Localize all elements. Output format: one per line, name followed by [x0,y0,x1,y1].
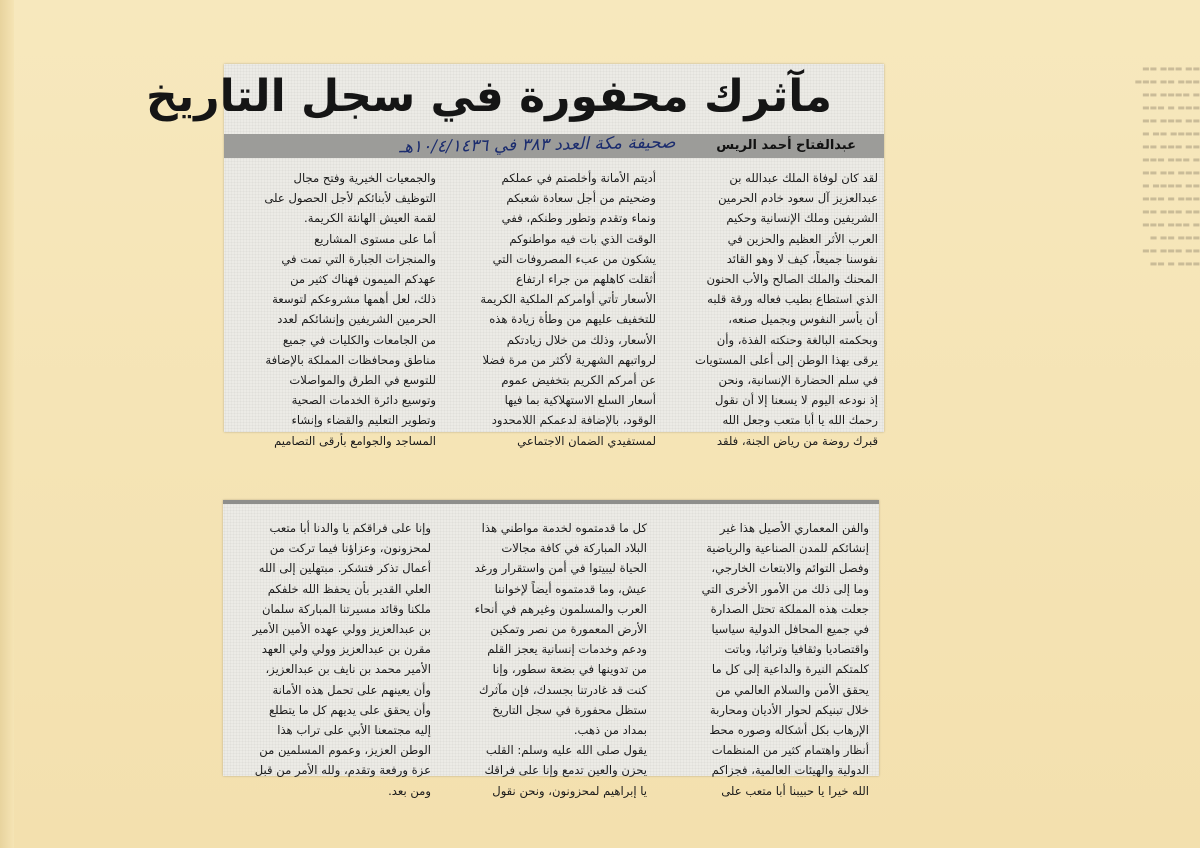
text-line: الأرض المعمورة من نصر وتمكين [490,622,647,637]
clipping-top [146,64,884,448]
text-column [456,168,656,451]
text-line: عبدالعزيز آل سعود خادم الحرمين [718,191,878,206]
text-line: أنظار واهتمام كثير من المنظمات [711,743,869,758]
text-line: ونماء وتقدم وتطور وطنكم، ففي [501,211,656,226]
text-line: بن عبدالعزيز وولي عهده الأمين الأمير [252,622,431,637]
text-line: كلمتكم النيرة والداعية إلى كل ما [711,662,869,677]
text-line: يشكون من عبء المصروفات التي [492,251,656,266]
text-line: وبحكمته البالغة وحنكته الفذة، وأن [716,332,878,347]
text-column [659,518,869,801]
text-line: المساجد والجوامع بأرقى التصاميم [274,433,436,448]
text-column [441,518,647,801]
author-name: عبدالفتاح أحمد الريس [716,138,856,153]
text-line: ومن بعد. [388,783,431,798]
text-line: الوقت الذي بات فيه مواطنوكم [509,231,656,246]
text-line: الأمير محمد بن نايف بن عبدالعزيز، [265,662,431,677]
text-line: أما على مستوى المشاريع [314,231,436,246]
text-line: من تدوينها في بضعة سطور، وإنا [492,662,647,677]
text-line: عيش، وما قدمتموه أيضاً لإخواننا [494,581,647,596]
text-line: لرواتبهم الشهرية لأكثر من مرة فضلا [482,352,656,367]
text-line: المحنك والملك الصالح والأب الحنون [706,272,878,287]
text-line: الإرهاب بكل أشكاله وصوره محط [709,723,869,738]
text-line: واقتصاديا وثقافيا وتراثيا، وباتت [724,642,869,657]
text-line: وإنا على فراقكم يا والدنا أبا متعب [269,521,431,535]
text-line: وتطوير التعليم والقضاء وإنشاء [291,413,436,428]
text-line: الحرمين الشريفين وإنشائكم لعدد [277,312,436,327]
text-line: يحزن والعين تدمع وإنا على فراقك [484,763,647,778]
text-line: الله خيرا يا حبيبنا أبا متعب على [721,783,869,798]
text-line: ملكنا وقائد مسيرتنا المباركة سلمان [261,601,431,616]
text-line: وضحيتم من أجل سعادة شعبكم [506,191,656,206]
text-line: مناطق ومحافظات المملكة بالإضافة [265,352,436,367]
text-line: بمداد من ذهب. [573,723,647,738]
text-line: وما إلى ذلك من الأمور الأخرى التي [701,581,869,596]
scan-edge [0,0,14,848]
text-line: وفصل التوائم والابتعاث الخارجي، [711,561,869,576]
text-line: أديتم الأمانة وأخلصتم في عملكم [501,171,656,185]
text-line: إذ نودعه اليوم لا يسعنا إلا أن نقول [715,393,878,408]
text-line: عزة ورفعة وتقدم، ولله الأمر من قبل [254,763,431,778]
show-through-text: ▬▬ ▬▬▬ ▬▬ ▬▬▬ ▬▬ ▬▬▬ ▬ ▬▬▬▬ ▬▬ ▬▬▬ ▬ ▬▬▬ ▬▬ ▬▬▬ ▬▬ ▬▬▬▬ ▬▬ ▬ ▬▬ ▬▬▬ ▬▬ ▬ ▬▬▬ ▬▬▬ ▬▬▬ ▬▬ ▬▬ ▬▬ ▬▬▬▬ ▬ ▬▬▬ ▬ ▬▬▬ ▬▬ ▬▬▬ ▬▬ ▬ ▬▬▬ ▬▬▬ ▬▬▬ ▬▬ ▬ ▬▬ ▬▬▬ ▬▬ ▬▬▬ ▬ ▬▬ [1134,64,1200,268]
text-line: جعلت هذه المملكة تحتل الصدارة [710,601,869,616]
text-line: كنت قد غادرتنا بجسدك، فإن مآثرك [478,682,647,697]
text-line: ذلك، لعل أهمها مشروعكم لتوسعة [272,292,436,307]
text-line: الوطن العزيز، وعموم المسلمين من [259,743,431,758]
text-line: عن أمركم الكريم بتخفيض عموم [501,373,656,388]
text-line: للتوسع في الطرق والمواصلات [289,373,436,388]
headline: مآثرك محفورة في سجل التاريخ [146,71,832,122]
text-line: التوظيف لأبنائكم لأجل الحصول على [264,191,436,206]
text-column [232,168,436,451]
clipping-bottom [223,500,879,798]
text-line: لمحزونون، وعزاؤنا فيما تركت من [269,541,431,556]
text-line: رحمك الله يا أبا متعب وجعل الله [722,413,878,428]
text-line: ودعم وخدمات إنسانية يعجز القلم [487,642,647,657]
handwritten-note: صحيفة مكة العدد ٣٨٣ في ١٠/٤/١٤٣٦هـ [399,132,677,158]
text-line: يرقى بهذا الوطن إلى أعلى المستويات [695,352,878,367]
text-column [231,518,431,801]
text-line: خلال تبنيكم لحوار الأديان ومحاربة [709,702,869,717]
text-line: الدولية والهيئات العالمية، فجزاكم [711,763,869,778]
text-line: وأن يحقق على يديهم كل ما يتطلع [269,702,431,717]
text-line: نفوسنا جميعاً، كيف لا وهو القائد [726,251,878,266]
text-line: الشريفين وملك الإنسانية وحكيم [726,211,878,226]
text-line: كل ما قدمتموه لخدمة مواطني هذا [481,521,647,535]
text-line: العرب الأثر العظيم والحزين في [727,231,878,246]
text-line: والفن المعماري الأصيل هذا غير [719,521,869,535]
byline-bar [224,134,884,158]
text-line: إنشائكم للمدن الصناعية والرياضية [706,541,869,556]
text-line: الأسعار، وذلك من خلال زيادتكم [506,332,656,347]
text-line: العلي القدير بأن يحفظ الله خلفكم [267,581,431,596]
text-line: وأن يعينهم على تحمل هذه الأمانة [272,682,431,697]
text-line: البلاد المباركة في كافة مجالات [501,541,647,556]
text-line: والمنجزات الجبارة التي تمت في [281,251,436,266]
text-line: في سلم الحضارة الإنسانية، ونحن [718,373,878,388]
text-line: لقد كان لوفاة الملك عبدالله بن [729,171,878,185]
text-line: يقول صلى الله عليه وسلم: القلب [485,743,647,758]
text-line: للتخفيف عليهم من وطأة زيادة هذه [489,312,656,327]
text-line: قبرك روضة من رياض الجنة، فلقد [716,433,878,448]
text-line: من الجامعات والكليات في جميع [282,332,436,347]
text-line: في جميع المحافل الدولية سياسيا [711,622,869,637]
top-rule [223,500,879,504]
text-line: العرب والمسلمون وغيرهم في أنحاء [474,601,647,616]
text-line: الوقود، بالإضافة لدعمكم اللامحدود [491,413,656,428]
text-line: يحقق الأمن والسلام العالمي من [715,682,869,697]
text-line: أسعار السلع الاستهلاكية بما فيها [504,393,656,408]
text-line: وتوسيع دائرة الخدمات الصحية [291,393,436,408]
text-line: مقرن بن عبدالعزيز وولي ولي العهد [261,642,431,657]
text-line: أثقلت كاهلهم من جراء ارتفاع [516,272,656,287]
text-line: عهدكم الميمون فهناك كثير من [290,272,436,287]
text-line: الأسعار تأتي أوامركم الملكية الكريمة [480,292,656,307]
text-line: والجمعيات الخيرية وفتح مجال [293,171,436,185]
text-line: ستظل محفورة في سجل التاريخ [492,702,647,717]
text-line: أن يأسر النفوس وبجميل صنعه، [728,312,878,327]
text-line: الذي استطاع بطيب فعاله ورقة قلبه [707,292,878,307]
text-column [682,168,878,451]
text-line: أعمال تذكر فتشكر. مبتهلين إلى الله [258,561,431,576]
text-line: الحياة ليبيتوا في أمن واستقرار ورغد [474,561,647,576]
text-line: لقمة العيش الهانئة الكريمة. [304,211,436,226]
text-line: إليه مجتمعنا الأبي على تراب هذا [277,723,431,738]
text-line: لمستفيدي الضمان الاجتماعي [517,433,656,448]
text-line: يا إبراهيم لمحزونون، ونحن نقول [492,783,647,798]
